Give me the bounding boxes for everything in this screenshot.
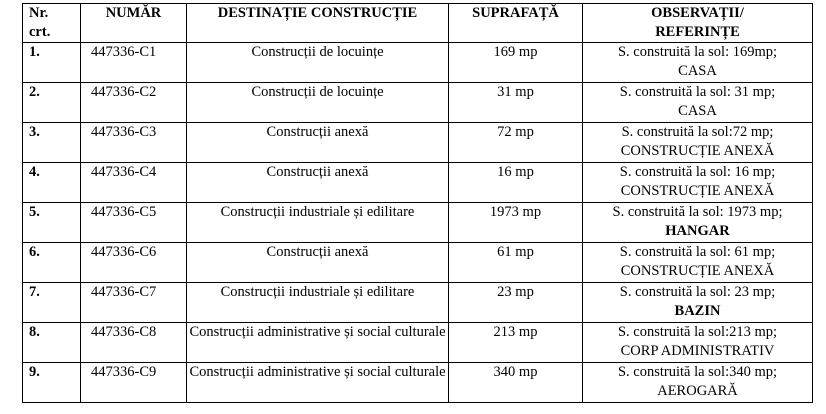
header-nr-line2: crt. xyxy=(29,24,51,40)
cell-suprafata: 1973 mp xyxy=(449,203,583,243)
cell-numar: 447336-C7 xyxy=(81,283,187,323)
header-row xyxy=(23,4,813,43)
cell-destinatie: Construcții administrative și social culturale xyxy=(187,363,449,403)
cell-numar: 447336-C8 xyxy=(81,323,187,363)
table-row xyxy=(23,123,813,163)
observatii-line1: S. construită la sol: 61 mp; xyxy=(619,244,776,260)
cell-destinatie: Construcții anexă xyxy=(187,123,449,163)
cell-suprafata: 23 mp xyxy=(449,283,583,323)
cell-suprafata: 213 mp xyxy=(449,323,583,363)
cell-nr: 1. xyxy=(23,43,81,83)
cell-observatii xyxy=(583,363,813,403)
cell-nr: 4. xyxy=(23,163,81,203)
table-header xyxy=(23,4,813,43)
cell-numar: 447336-C6 xyxy=(81,243,187,283)
observatii-line1: S. construită la sol: 16 mp; xyxy=(619,164,776,180)
header-suprafata: SUPRAFAȚĂ xyxy=(449,4,583,43)
cell-destinatie: Construcții industriale și edilitare xyxy=(187,283,449,323)
cell-observatii xyxy=(583,163,813,203)
table-row xyxy=(23,323,813,363)
table-row xyxy=(23,283,813,323)
observatii-line1: S. construită la sol: 31 mp; xyxy=(619,84,776,100)
cell-observatii xyxy=(583,243,813,283)
observatii-line2: CONSTRUCȚIE ANEXĂ xyxy=(620,143,775,159)
cell-nr: 2. xyxy=(23,83,81,123)
observatii-line2: AEROGARĂ xyxy=(657,383,738,399)
cell-nr: 8. xyxy=(23,323,81,363)
cell-suprafata: 31 mp xyxy=(449,83,583,123)
observatii-line2: BAZIN xyxy=(674,303,721,319)
cell-nr: 5. xyxy=(23,203,81,243)
observatii-line2: CASA xyxy=(678,103,717,119)
cell-destinatie: Construcții industriale și edilitare xyxy=(187,203,449,243)
table-row xyxy=(23,163,813,203)
cell-observatii xyxy=(583,83,813,123)
cell-suprafata: 61 mp xyxy=(449,243,583,283)
table-row xyxy=(23,243,813,283)
observatii-line1: S. construită la sol:72 mp; xyxy=(621,124,774,140)
header-nr-crt xyxy=(23,4,81,43)
cell-observatii xyxy=(583,323,813,363)
cell-observatii xyxy=(583,43,813,83)
cell-destinatie: Construcții anexă xyxy=(187,163,449,203)
observatii-line1: S. construită la sol:213 mp; xyxy=(617,324,778,340)
cell-nr: 9. xyxy=(23,363,81,403)
table-body xyxy=(23,43,813,403)
table-row xyxy=(23,43,813,83)
cell-numar: 447336-C2 xyxy=(81,83,187,123)
header-nr-line1: Nr. xyxy=(29,5,49,21)
table-row xyxy=(23,363,813,403)
cell-numar: 447336-C4 xyxy=(81,163,187,203)
cell-destinatie: Construcții anexă xyxy=(187,243,449,283)
cell-suprafata: 72 mp xyxy=(449,123,583,163)
cell-numar: 447336-C9 xyxy=(81,363,187,403)
cell-suprafata: 340 mp xyxy=(449,363,583,403)
header-destinatie: DESTINAȚIE CONSTRUCȚIE xyxy=(187,4,449,43)
cell-observatii xyxy=(583,283,813,323)
observatii-line2: CORP ADMINISTRATIV xyxy=(620,343,775,359)
cell-numar: 447336-C1 xyxy=(81,43,187,83)
observatii-line2: CONSTRUCȚIE ANEXĂ xyxy=(620,263,775,279)
observatii-line1: S. construită la sol: 1973 mp; xyxy=(612,204,783,220)
table-row xyxy=(23,83,813,123)
cell-numar: 447336-C3 xyxy=(81,123,187,163)
observatii-line1: S. construită la sol: 23 mp; xyxy=(619,284,776,300)
header-numar: NUMĂR xyxy=(81,4,187,43)
cell-nr: 3. xyxy=(23,123,81,163)
cell-suprafata: 16 mp xyxy=(449,163,583,203)
cell-nr: 7. xyxy=(23,283,81,323)
observatii-line2: CASA xyxy=(678,63,717,79)
header-observatii-line2: REFERINȚE xyxy=(655,24,740,40)
cell-nr: 6. xyxy=(23,243,81,283)
constructions-table xyxy=(22,3,813,403)
cell-observatii xyxy=(583,123,813,163)
cell-destinatie: Construcții administrative și social culturale xyxy=(187,323,449,363)
observatii-line2: CONSTRUCȚIE ANEXĂ xyxy=(620,183,775,199)
observatii-line1: S. construită la sol: 169mp; xyxy=(617,44,778,60)
cell-suprafata: 169 mp xyxy=(449,43,583,83)
cell-destinatie: Construcții de locuințe xyxy=(187,43,449,83)
observatii-line1: S. construită la sol:340 mp; xyxy=(617,364,778,380)
cell-observatii xyxy=(583,203,813,243)
cell-numar: 447336-C5 xyxy=(81,203,187,243)
header-observatii xyxy=(583,4,813,43)
observatii-line2: HANGAR xyxy=(665,223,730,239)
header-observatii-line1: OBSERVAȚII/ xyxy=(651,5,744,21)
cell-destinatie: Construcții de locuințe xyxy=(187,83,449,123)
table-row xyxy=(23,203,813,243)
